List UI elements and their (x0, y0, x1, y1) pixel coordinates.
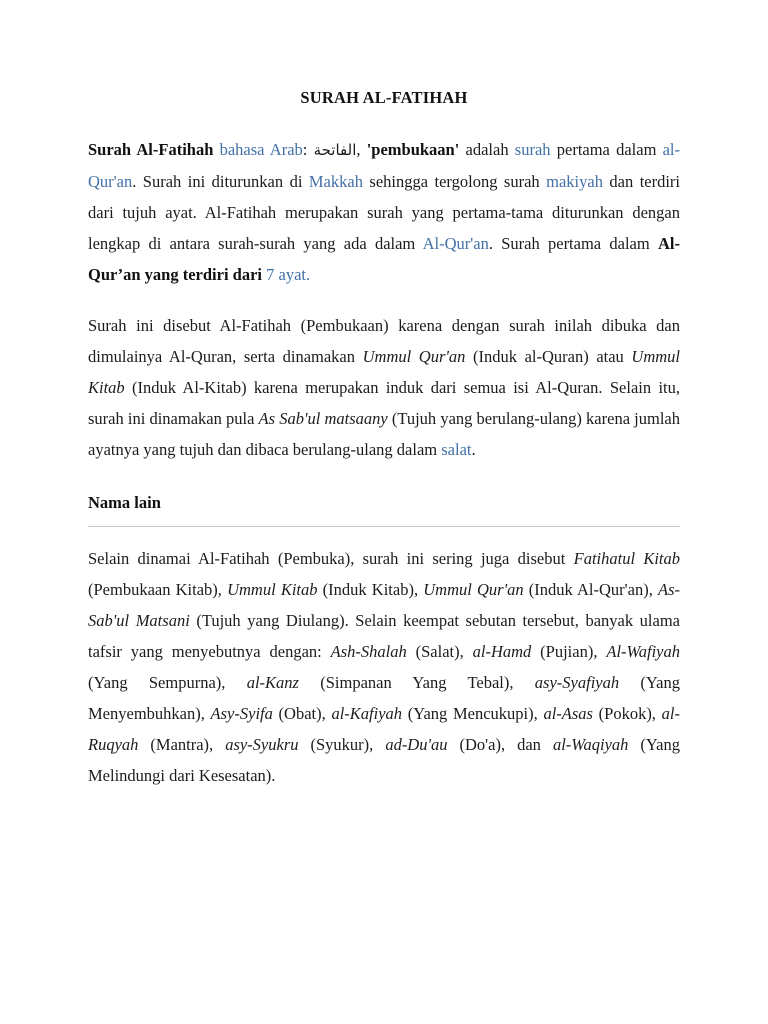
paragraph-other-names (88, 543, 680, 791)
italic-run: As-Sab'ul Matsani (88, 580, 680, 630)
text-run: (Tujuh yang berulang-ulang) karena jumlah ayatnya yang tujuh dan dibaca berulang-ulang dalam (88, 409, 680, 459)
text-run: (Salat), (406, 642, 473, 661)
italic-run: As Sab'ul matsaany (258, 409, 388, 428)
text-run: (Mantra), (138, 735, 226, 754)
text-run: (Induk Kitab), (317, 580, 424, 599)
section-divider (88, 526, 680, 527)
text-run: (Induk Al-Kitab) karena merupakan induk dari semua isi Al-Quran. Selain itu, surah ini dinamakan pula (88, 378, 680, 428)
italic-run: al-Kafiyah (331, 704, 403, 723)
section-heading-nama-lain: Nama lain (88, 493, 161, 512)
italic-run: al-Kanz (246, 673, 299, 692)
text-run: . Surah ini diturunkan di (132, 172, 309, 191)
arabic-run: الفاتحة (313, 141, 357, 159)
link-run[interactable]: Al-Qur'an (422, 234, 489, 253)
bold-run: Surah Al-Fatihah (88, 140, 214, 159)
italic-run: asy-Syukru (225, 735, 299, 754)
text-run: (Simpanan Yang Tebal), (298, 673, 535, 692)
paragraph-intro (88, 134, 680, 290)
document-body (88, 88, 680, 791)
italic-run: asy-Syafiyah (534, 673, 620, 692)
paragraph-naming (88, 310, 680, 465)
italic-run: ad-Du'au (385, 735, 448, 754)
text-run: . Surah pertama dalam (488, 234, 658, 253)
text-run: sehingga tergolong surah (362, 172, 547, 191)
page-title: SURAH AL-FATIHAH (300, 88, 468, 107)
italic-run: Ummul Kitab (227, 580, 318, 599)
text-run: (Tujuh yang Diulang). Selain keempat sebutan tersebut, banyak ulama tafsir yang menyebutnya dengan: (88, 611, 681, 661)
text-run: (Pokok), (592, 704, 662, 723)
italic-run: Fatihatul Kitab (573, 549, 681, 568)
text-run: (Obat), (272, 704, 332, 723)
text-run: (Induk al-Quran) atau (465, 347, 632, 366)
text-run: Selain dinamai Al-Fatihah (Pembuka), surah ini sering juga disebut (88, 549, 574, 568)
text-run: (Yang Menyembuhkan), (88, 673, 680, 723)
italic-run: Ummul Kitab (88, 347, 680, 397)
text-run: (Induk Al-Qur'an), (523, 580, 658, 599)
italic-run: Ash-Shalah (330, 642, 407, 661)
text-run: dan terdiri dari tujuh ayat. Al-Fatihah merupakan surah yang pertama-tama diturunkan dengan lengkap di antara surah-surah yang ada dalam (88, 172, 681, 253)
italic-run: al-Asas (543, 704, 593, 723)
text-run: , (356, 140, 367, 159)
link-run[interactable]: 7 ayat. (266, 265, 311, 284)
italic-run: al-Waqiyah (552, 735, 629, 754)
italic-run: Al-Wafiyah (606, 642, 680, 661)
link-run[interactable]: salat (441, 440, 472, 459)
text-run: adalah (459, 140, 515, 159)
link-run[interactable]: Makkah (308, 172, 363, 191)
text-run: : (302, 140, 314, 159)
bold-run: Al-Qur’an yang terdiri dari (88, 234, 680, 284)
text-run: (Pembukaan Kitab), (88, 580, 228, 599)
text-run: (Syukur), (298, 735, 386, 754)
italic-run: Ummul Qur'an (423, 580, 524, 599)
text-run: (Yang Melindungi dari Kesesatan). (88, 735, 680, 785)
text-run: Surah ini disebut Al-Fatihah (Pembukaan) karena dengan surah inilah dibuka dan dimulainya Al-Quran, serta dinamakan (88, 316, 680, 366)
text-run: . (471, 440, 476, 459)
bold-run: 'pembukaan' (366, 140, 460, 159)
link-run[interactable]: makiyah (546, 172, 603, 191)
italic-run: al-Hamd (472, 642, 532, 661)
text-run: (Pujian), (531, 642, 607, 661)
text-run: (Do'a), dan (447, 735, 553, 754)
text-run: (Yang Sempurna), (88, 673, 247, 692)
link-run[interactable]: al-Qur'an (88, 140, 681, 191)
text-run: pertama dalam (550, 140, 663, 159)
text-run: (Yang Mencukupi), (402, 704, 544, 723)
link-run[interactable]: bahasa Arab (219, 140, 303, 159)
italic-run: al-Ruqyah (88, 704, 680, 754)
link-run[interactable]: surah (514, 140, 551, 159)
italic-run: Ummul Qur'an (362, 347, 466, 366)
italic-run: Asy-Syifa (210, 704, 273, 723)
